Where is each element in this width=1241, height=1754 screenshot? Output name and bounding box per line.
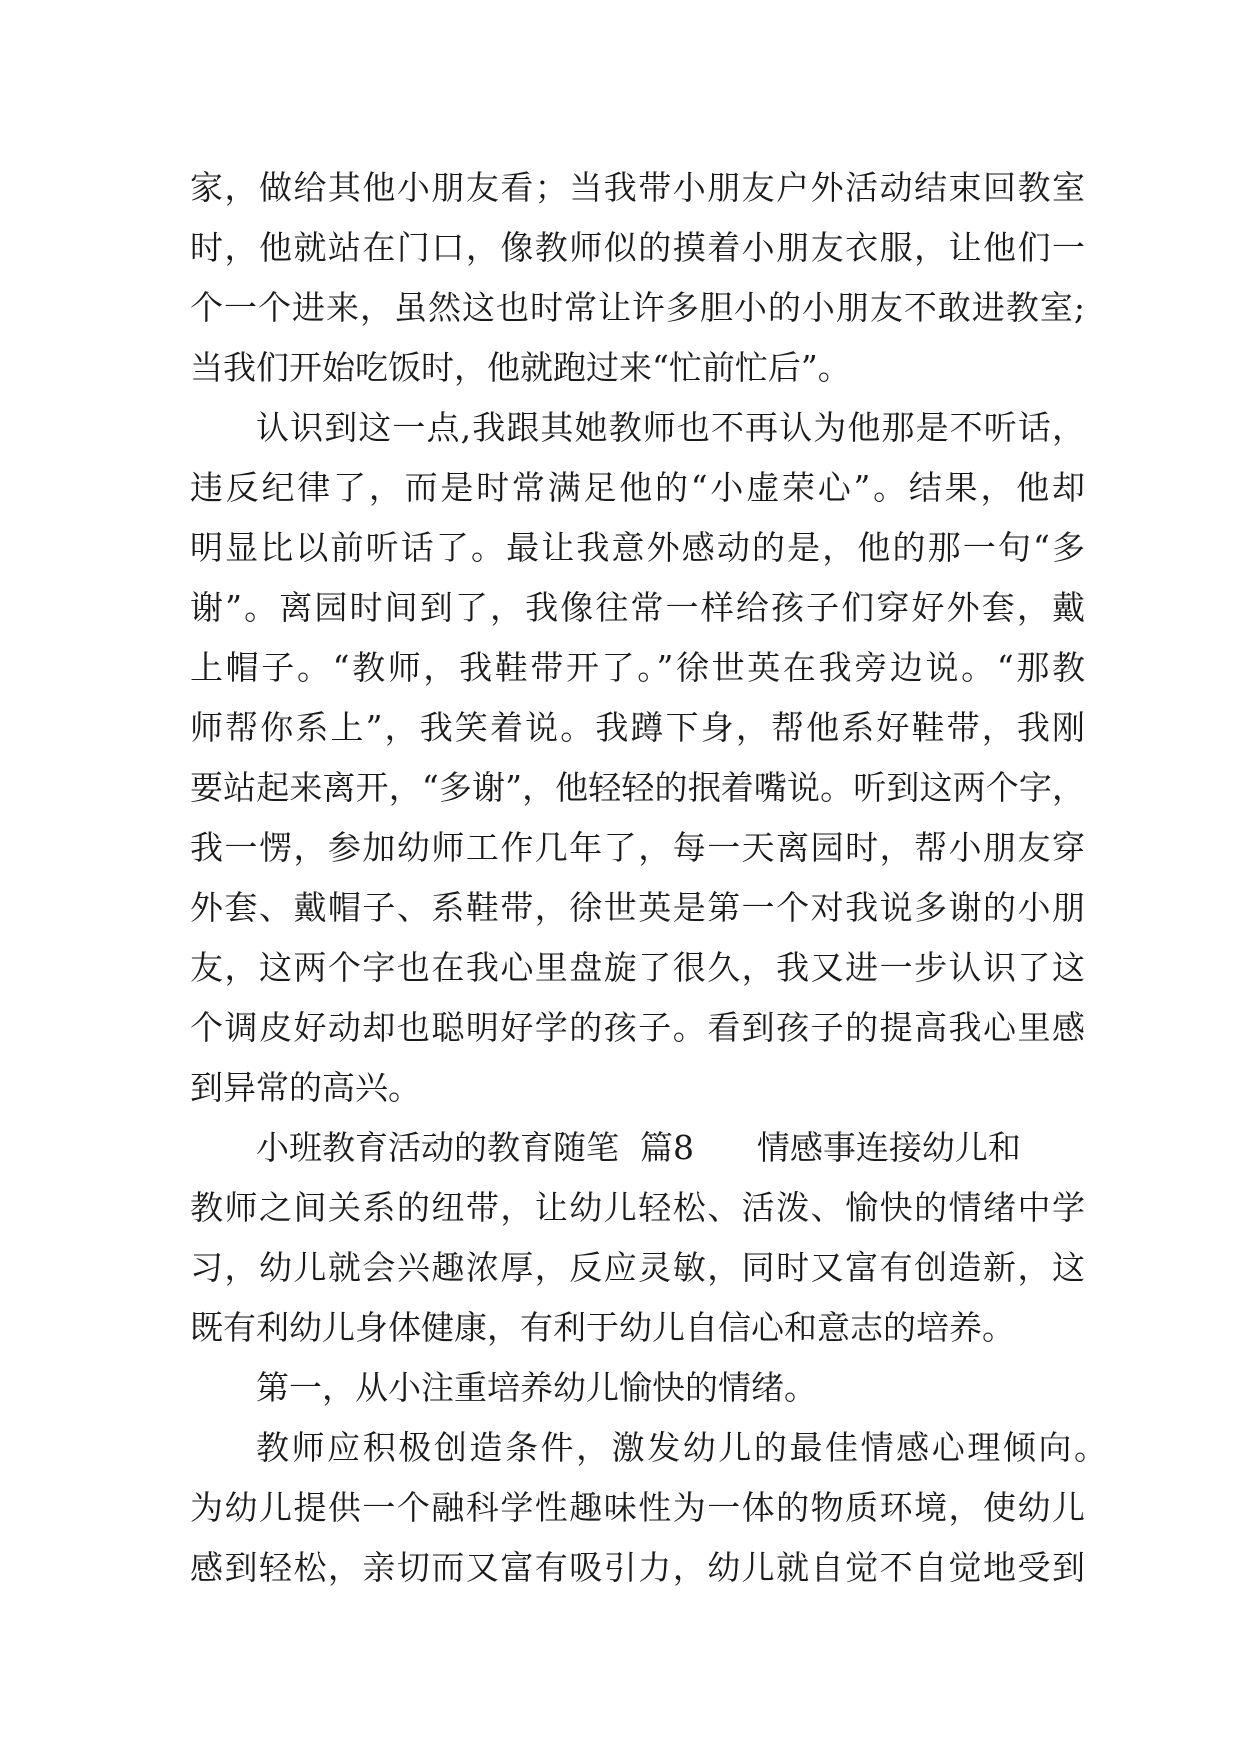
text-line: 教师之间关系的纽带，让幼儿轻松、活泼、愉快的情绪中学 bbox=[190, 1188, 1085, 1227]
text-line: 感到轻松，亲切而又富有吸引力，幼儿就自觉不自觉地受到 bbox=[190, 1548, 1085, 1587]
text-line: 我一愣，参加幼师工作几年了，每一天离园时，帮小朋友穿 bbox=[190, 828, 1085, 867]
text-line: 要站起来离开，“多谢”，他轻轻的抿着嘴说。听到这两个字， bbox=[190, 768, 1085, 807]
text-line: 既有利幼儿身体健康，有利于幼儿自信心和意志的培养。 bbox=[190, 1308, 1015, 1347]
text-line: 谢”。离园时间到了，我像往常一样给孩子们穿好外套，戴 bbox=[190, 588, 1085, 627]
text-line: 友，这两个字也在我心里盘旋了很久，我又进一步认识了这 bbox=[190, 948, 1085, 987]
text-line: 个调皮好动却也聪明好学的孩子。看到孩子的提高我心里感 bbox=[190, 1008, 1085, 1047]
text-line: 当我们开始吃饭时，他就跑过来“忙前忙后”。 bbox=[190, 348, 851, 387]
section-heading-line: 小班教育活动的教育随笔 篇8 情感事连接幼儿和 bbox=[256, 1128, 1021, 1167]
text-line: 个一个进来，虽然这也时常让许多胆小的小朋友不敢进教室; bbox=[190, 288, 1085, 327]
text-line: 习，幼儿就会兴趣浓厚，反应灵敏，同时又富有创造新，这 bbox=[190, 1248, 1085, 1287]
text-line: 明显比以前听话了。最让我意外感动的是，他的那一句“多 bbox=[190, 528, 1085, 567]
text-line: 第一，从小注重培养幼儿愉快的情绪。 bbox=[256, 1368, 817, 1407]
text-line: 时，他就站在门口，像教师似的摸着小朋友衣服，让他们一 bbox=[190, 228, 1085, 267]
text-line: 师帮你系上”，我笑着说。我蹲下身，帮他系好鞋带，我刚 bbox=[190, 708, 1085, 747]
text-line: 到异常的高兴。 bbox=[190, 1068, 421, 1107]
text-line: 违反纪律了，而是时常满足他的“小虚荣心”。结果，他却 bbox=[190, 468, 1085, 507]
text-line: 外套、戴帽子、系鞋带，徐世英是第一个对我说多谢的小朋 bbox=[190, 888, 1085, 927]
text-line: 家，做给其他小朋友看；当我带小朋友户外活动结束回教室 bbox=[190, 168, 1085, 207]
text-line: 上帽子。“教师，我鞋带开了。”徐世英在我旁边说。“那教 bbox=[190, 648, 1085, 687]
text-line: 认识到这一点,我跟其她教师也不再认为他那是不听话， bbox=[256, 408, 1085, 447]
text-line: 教师应积极创造条件，激发幼儿的最佳情感心理倾向。 bbox=[256, 1428, 1107, 1467]
body-text bbox=[190, 158, 1107, 1598]
text-line: 为幼儿提供一个融科学性趣味性为一体的物质环境，使幼儿 bbox=[190, 1488, 1085, 1527]
